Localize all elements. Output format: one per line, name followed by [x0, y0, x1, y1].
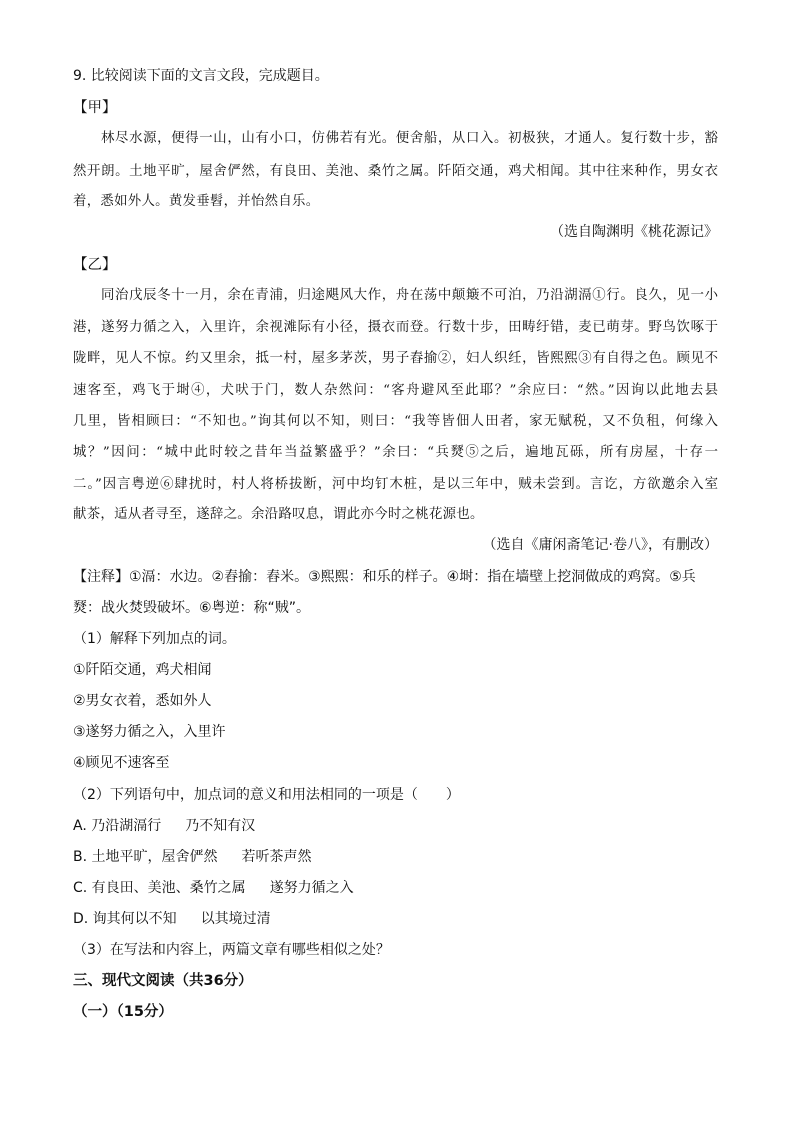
option-sentence-1: A. 乃沿湖滆行: [73, 818, 162, 834]
question-1-item: ②男女衣着，悉如外人: [73, 693, 212, 709]
option-sentence-1: B. 土地平旷，屋舍俨然: [73, 849, 218, 865]
annotation-line: 【注释】①滆：水边。②舂揄：舂米。③熙熙：和乐的样子。④埘：指在墙壁上挖洞做成的鸡窝。⑤兵: [73, 569, 696, 585]
passage-jia-label: 【甲】: [73, 100, 117, 116]
passage-jia-line: 林尽水源，便得一山，山有小口，仿佛若有光。便舍船，从口入。初极狭，才通人。复行数十步，豁: [101, 131, 718, 146]
passage-yi-line: 速客至，鸡飞于埘④，犬吠于门，数人杂然问：“客舟避风至此耶？”余应曰：“然。”因询以此地去县: [73, 383, 718, 398]
question-2-option-d: [73, 909, 271, 929]
passage-jia-line: 然开朗。土地平旷，屋舍俨然，有良田、美池、桑竹之属。阡陌交通，鸡犬相闻。其中往来种作，男女衣: [73, 164, 718, 179]
question-1-prompt: （1）解释下列加点的词。: [73, 631, 236, 647]
annotation-line: 燹：战火焚毁破坏。⑥粤逆：称“贼”。: [73, 600, 311, 616]
section-heading: 三、现代文阅读（共36分）: [73, 973, 253, 989]
option-sentence-2: 若听茶声然: [241, 849, 312, 865]
passage-yi-line: 二。”因言粤逆⑥肆扰时，村人将桥拔断，河中均钉木桩，是以三年中，贼未尝到。言讫，方欲邀余入室: [73, 477, 718, 492]
passage-yi-label: 【乙】: [73, 257, 117, 273]
question-2-prompt: （2）下列语句中，加点词的意义和用法相同的一项是（ ）: [73, 787, 460, 803]
passage-yi-source: （选自《庸闲斋笔记·卷八》，有删改）: [482, 537, 718, 553]
question-intro: 9. 比较阅读下面的文言文段，完成题目。: [73, 68, 329, 84]
question-2-option-b: [73, 847, 312, 867]
option-sentence-2: 遂努力循之入: [269, 880, 354, 896]
passage-yi-line: 几里，皆相顾曰：“不知也。”询其何以不知，则曰：“我等皆佃人田者，家无赋税，又不负租，何缘入: [73, 414, 718, 429]
question-3-prompt: （3）在写法和内容上，两篇文章有哪些相似之处？: [73, 942, 390, 958]
option-sentence-1: C. 有良田、美池、桑竹之属: [73, 880, 246, 896]
option-sentence-2: 乃不知有汉: [185, 818, 256, 834]
passage-jia-line: 着，悉如外人。黄发垂髫，并怡然自乐。: [73, 194, 320, 209]
question-1-item: ③遂努力循之入，入里许: [73, 724, 226, 740]
subsection-heading: （一）（15分）: [73, 1004, 173, 1020]
passage-yi-line: 港，遂努力循之入，入里许，余视滩际有小径，摄衣而登。行数十步，田畴纡错，麦已萌芽。野鸟饮啄于: [73, 320, 718, 335]
question-1-item: ④顾见不速客至: [73, 755, 170, 771]
option-sentence-2: 以其境过清: [200, 911, 271, 927]
question-1-item: ①阡陌交通，鸡犬相闻: [73, 662, 212, 678]
passage-yi-line: 陇畔，见人不惊。约又里余，抵一村，屋多茅茨，男子舂揄②，妇人织纴，皆熙熙③有自得之色。顾见不: [73, 351, 718, 366]
passage-yi-line: 同治戊辰冬十一月，余在青浦，归途飓风大作，舟在荡中颠簸不可泊，乃沿湖滆①行。良久，见一小: [101, 288, 718, 303]
question-2-option-c: [73, 878, 354, 898]
passage-yi-line: 城？”因问：“城中此时较之昔年当益繁盛乎？”余曰：“兵燹⑤之后，遍地瓦砾，所有房屋，十存一: [73, 445, 718, 460]
question-2-option-a: [73, 816, 255, 836]
option-sentence-1: D. 询其何以不知: [73, 911, 177, 927]
passage-yi-line: 献茶，适从者寻至，遂辞之。余沿路叹息，谓此亦今时之桃花源也。: [73, 507, 484, 522]
passage-jia-source: （选自陶渊明《桃花源记》: [550, 224, 718, 240]
